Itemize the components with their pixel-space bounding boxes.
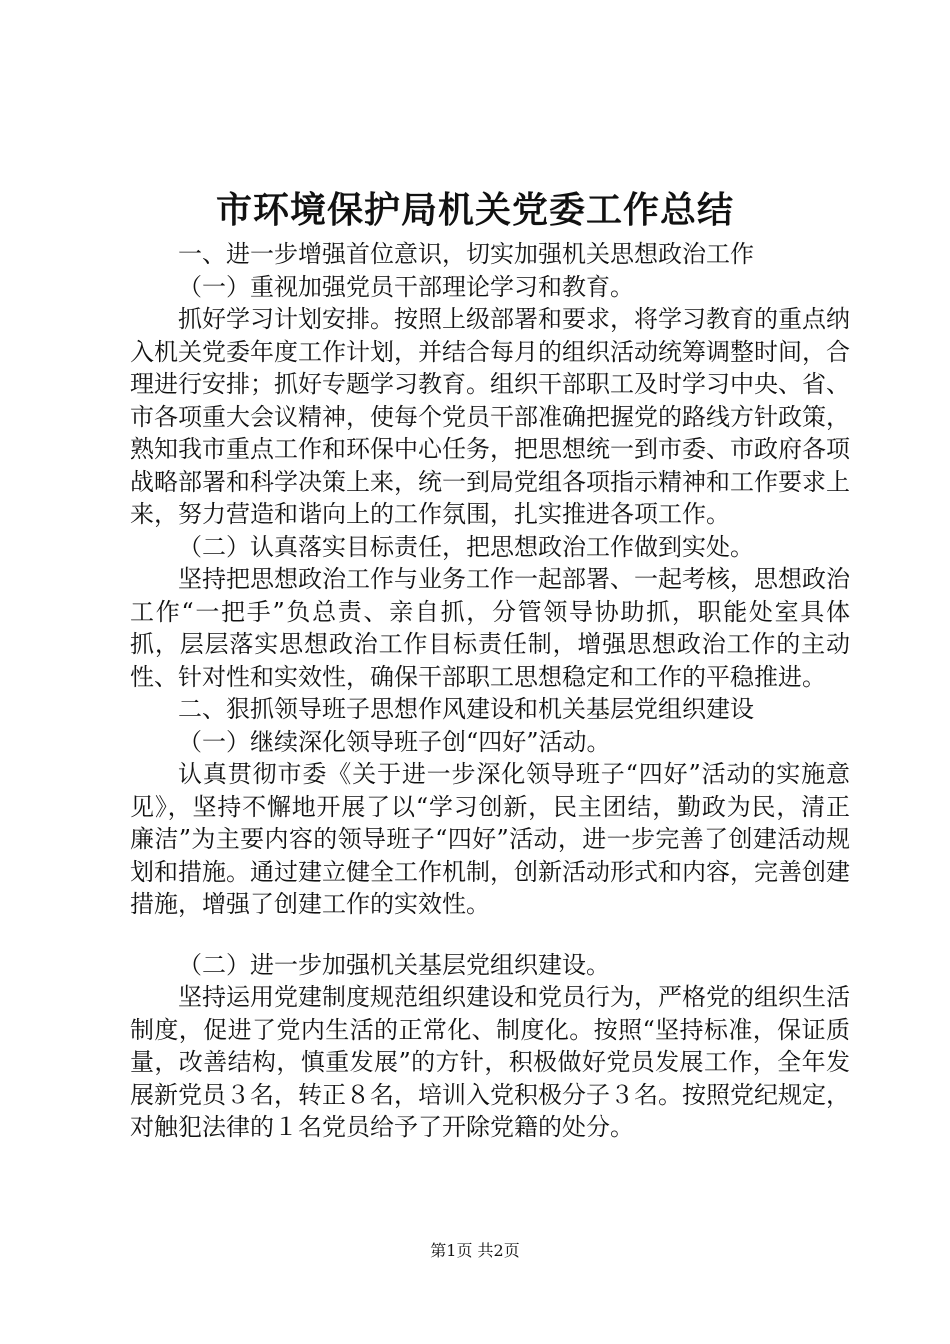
subsection-heading-1-1: （一）重视加强党员干部理论学习和教育。 (178, 272, 634, 301)
page-footer (0, 1240, 950, 1262)
section-heading-2: 二、狠抓领导班子思想作风建设和机关基层党组织建设 (178, 695, 754, 723)
section-heading-1: 一、进一步增强首位意识，切实加强机关思想政治工作 (178, 240, 754, 268)
document-body (130, 238, 850, 1144)
paragraph-2-1: 认真贯彻市委《关于进一步深化领导班子“四好”活动的实施意见》，坚持不懈地开展了以“学习创新，民主团结，勤政为民，清正廉洁”为主要内容的领导班子“四好”活动，进一步完善了创建活动规划和措施。通过建立健全工作机制，创新活动形式和内容，完善创建措施，增强了创建工作的实效性。 (130, 760, 850, 918)
subsection-heading-1-2: （二）认真落实目标责任，把思想政治工作做到实处。 (178, 532, 754, 561)
paragraph-1-1: 抓好学习计划安排。按照上级部署和要求，将学习教育的重点纳入机关党委年度工作计划，并结合每月的组织活动统筹调整时间，合理进行安排；抓好专题学习教育。组织干部职工及时学习中央、省、市各项重大会议精神，使每个党员干部准确把握党的路线方针政策，熟知我市重点工作和环保中心任务，把思想统一到市委、市政府各项战略部署和科学决策上来，统一到局党组各项指示精神和工作要求上来，努力营造和谐向上的工作氛围，扎实推进各项工作。 (130, 305, 850, 528)
document-title: 市环境保护局机关党委工作总结 (215, 189, 734, 231)
paragraph-2-2: 坚持运用党建制度规范组织建设和党员行为，严格党的组织生活制度，促进了党内生活的正常化、制度化。按照“坚持标准，保证质量，改善结构，慎重发展”的方针，积极做好党员发展工作，全年发展新党员３名，转正８名，培训入党积极分子３名。按照党纪规定，对触犯法律的１名党员给予了开除党籍的处分。 (130, 983, 850, 1141)
page-indicator: 第1页 共2页 (430, 1241, 520, 1260)
subsection-heading-2-2: （二）进一步加强机关基层党组织建设。 (178, 950, 610, 979)
subsection-heading-2-1: （一）继续深化领导班子创“四好”活动。 (178, 727, 611, 756)
paragraph-1-2: 坚持把思想政治工作与业务工作一起部署、一起考核，思想政治工作“一把手”负总责、亲自抓，分管领导协助抓，职能处室具体抓，层层落实思想政治工作目标责任制，增强思想政治工作的主动性、针对性和实效性，确保干部职工思想稳定和工作的平稳推进。 (130, 565, 850, 691)
